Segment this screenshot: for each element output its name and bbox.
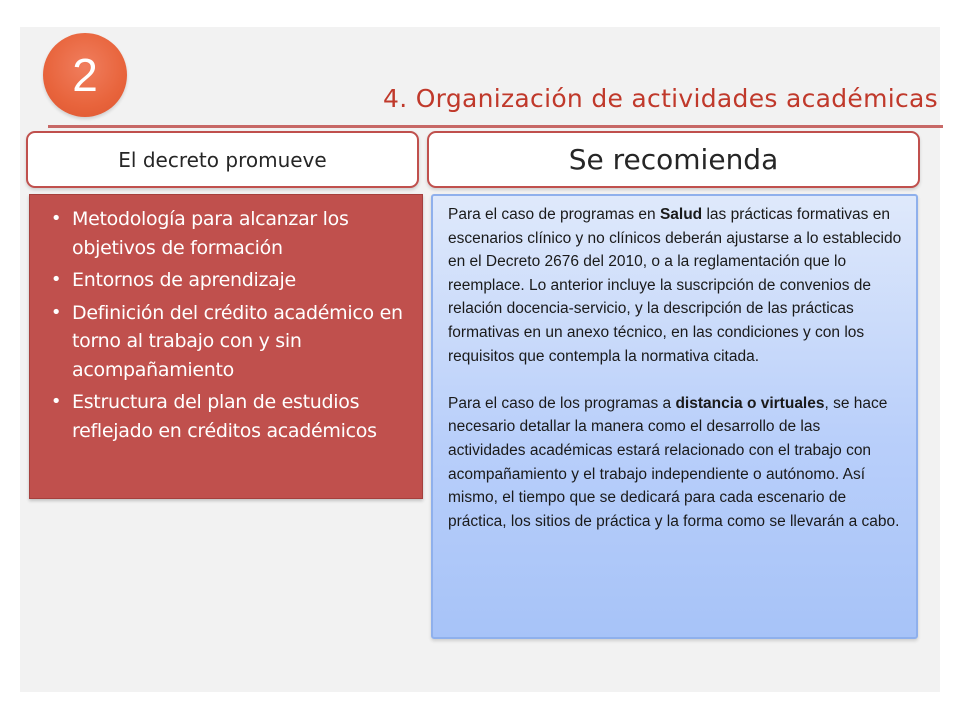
decree-points-panel (29, 194, 423, 499)
right-header-box (427, 131, 920, 188)
section-title: 4. Organización de actividades académicas (383, 84, 938, 113)
paragraph-emphasis: distancia o virtuales (675, 394, 825, 412)
paragraph-text: Para el caso de programas en (448, 206, 660, 223)
left-header-label: El decreto promueve (118, 147, 327, 172)
paragraph-text: las prácticas formativas en escenarios clínico y no clínicos deberán ajustarse a lo establecido en el Decreto 2676 del 2010, o a la reglamentación que lo reemplace. Lo anterior incluye la suscripción de convenios de relación docencia-servicio, y la descripción de las prácticas formativas en un anexo técnico, en las condiciones y con los requisitos que contempla la normativa citada. (448, 206, 902, 365)
list-item (47, 266, 408, 295)
list-item-text: Entornos de aprendizaje (72, 269, 296, 291)
decree-points-list (47, 205, 408, 445)
list-item (47, 299, 408, 385)
right-header-label: Se recomienda (568, 143, 779, 176)
list-item-text: Metodología para alcanzar los objetivos de formación (72, 208, 349, 259)
recommendation-paragraph-distance (448, 392, 902, 534)
bullet-icon: • (50, 208, 62, 229)
left-header-box (26, 131, 419, 188)
list-item (47, 205, 408, 262)
list-item-text: Definición del crédito académico en torno al trabajo con y sin acompañamiento (72, 301, 403, 381)
title-divider (48, 125, 943, 128)
bullet-icon: • (50, 269, 62, 290)
section-number-badge: 2 (43, 33, 127, 117)
paragraph-emphasis: Salud (659, 206, 703, 223)
list-item (47, 388, 408, 445)
bullet-icon: • (50, 391, 62, 412)
paragraph-text: , se hace necesario detallar la manera como el desarrollo de las actividades académicas estará relacionado con el trabajo con acompañamiento y el trabajo independiente o autónomo. Así mismo, el tiempo que se dedicará para cada escenario de práctica, los sitios de práctica y la forma como se llevarán a cabo. (448, 394, 900, 530)
recommendation-panel (431, 194, 918, 639)
paragraph-text: Para el caso de los programas a (448, 394, 676, 412)
bullet-icon: • (50, 301, 62, 323)
list-item-text: Estructura del plan de estudios reflejado en créditos académicos (72, 391, 377, 442)
recommendation-paragraph-health (448, 203, 902, 368)
